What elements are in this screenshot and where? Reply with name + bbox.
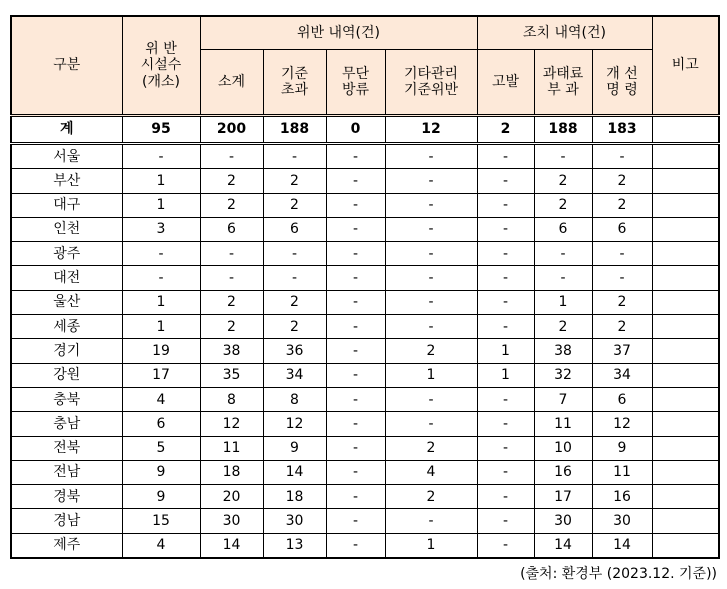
table-cell: - [263,266,326,290]
table-cell: - [534,242,592,266]
table-cell: 2 [385,485,477,509]
table-row [11,363,719,387]
table-cell: - [326,533,385,558]
subtotal-header: 소계 [200,50,263,116]
table-cell: - [326,217,385,241]
violation-table [10,15,720,559]
table-cell: - [477,169,534,193]
fine-header: 과태료 부 과 [534,50,592,116]
table-cell: 계 [11,116,122,144]
table-cell: 광주 [11,242,122,266]
table-cell: 2 [200,193,263,217]
table-row [11,436,719,460]
table-cell: - [326,460,385,484]
table-cell: 4 [122,533,200,558]
table-cell: - [200,242,263,266]
table-cell: - [534,144,592,169]
table-cell: - [326,144,385,169]
table-cell: 38 [200,339,263,363]
table-row [11,193,719,217]
table-cell: - [385,193,477,217]
table-cell: - [326,509,385,533]
table-cell: - [477,315,534,339]
table-cell [652,116,719,144]
table-cell: 6 [122,412,200,436]
table-cell [652,436,719,460]
other-violation-header: 기타관리 기준위반 [385,50,477,116]
table-cell: 35 [200,363,263,387]
table-cell: - [385,266,477,290]
table-cell: 36 [263,339,326,363]
table-row [11,339,719,363]
table-cell: 19 [122,339,200,363]
table-cell: - [477,266,534,290]
table-cell: 9 [263,436,326,460]
table-cell: 6 [534,217,592,241]
table-cell: 183 [592,116,652,144]
table-cell: 95 [122,116,200,144]
table-cell [652,193,719,217]
table-cell: 200 [200,116,263,144]
table-cell: 9 [592,436,652,460]
table-cell: - [326,290,385,314]
table-cell: - [385,217,477,241]
table-cell: - [385,169,477,193]
table-cell: - [122,242,200,266]
table-cell: 경남 [11,509,122,533]
remarks-header: 비고 [652,16,719,116]
table-row [11,387,719,411]
table-cell: 32 [534,363,592,387]
table-cell: 충북 [11,387,122,411]
table-cell: 8 [200,387,263,411]
table-cell: - [326,485,385,509]
table-cell [652,363,719,387]
table-cell: 11 [200,436,263,460]
table-cell: 34 [263,363,326,387]
table-cell [652,339,719,363]
table-cell: 12 [592,412,652,436]
action-group-header: 조치 내역(건) [477,16,652,50]
table-cell: - [477,509,534,533]
table-cell: 6 [200,217,263,241]
table-cell: 16 [534,460,592,484]
table-cell [652,315,719,339]
violation-group-header: 위반 내역(건) [200,16,477,50]
table-cell: 제주 [11,533,122,558]
table-cell: - [385,242,477,266]
accusation-header: 고발 [477,50,534,116]
table-cell: 9 [122,485,200,509]
table-cell [652,387,719,411]
table-cell: 188 [534,116,592,144]
table-row [11,144,719,169]
table-cell [652,144,719,169]
table-cell: 16 [592,485,652,509]
table-row [11,460,719,484]
table-cell: 2 [592,169,652,193]
table-cell: 4 [385,460,477,484]
table-cell: 8 [263,387,326,411]
table-cell: 1 [122,193,200,217]
table-cell: 2 [534,193,592,217]
table-cell: - [592,242,652,266]
table-cell: 전북 [11,436,122,460]
table-cell: 4 [122,387,200,411]
table-cell [652,533,719,558]
table-cell: 1 [122,290,200,314]
table-cell: - [326,339,385,363]
table-cell: 2 [592,290,652,314]
table-row [11,169,719,193]
table-cell: 인천 [11,217,122,241]
table-cell: 17 [534,485,592,509]
table-cell: - [263,144,326,169]
table-cell: 2 [385,436,477,460]
table-cell: - [477,412,534,436]
table-cell: 1 [477,339,534,363]
table-cell: - [326,436,385,460]
table-cell: 15 [122,509,200,533]
region-header: 구분 [11,16,122,116]
table-cell: 경북 [11,485,122,509]
table-row [11,315,719,339]
table-cell: 2 [477,116,534,144]
table-cell: 34 [592,363,652,387]
table-cell: 14 [263,460,326,484]
table-cell: - [326,242,385,266]
table-cell: 6 [592,387,652,411]
table-row [11,509,719,533]
table-cell: 17 [122,363,200,387]
table-cell: - [200,144,263,169]
total-row [11,116,719,144]
table-cell: 14 [534,533,592,558]
table-cell [652,169,719,193]
table-cell: 10 [534,436,592,460]
table-cell: - [326,266,385,290]
table-row [11,290,719,314]
table-cell: - [385,315,477,339]
table-cell: 9 [122,460,200,484]
table-cell: - [592,266,652,290]
table-cell: 38 [534,339,592,363]
table-row [11,412,719,436]
table-cell: 대전 [11,266,122,290]
table-cell: - [385,144,477,169]
table-cell: 세종 [11,315,122,339]
table-cell: 11 [592,460,652,484]
table-cell: 7 [534,387,592,411]
table-cell: - [326,169,385,193]
table-cell: - [385,290,477,314]
table-cell: 12 [200,412,263,436]
table-cell: - [477,460,534,484]
table-cell: 18 [200,460,263,484]
table-cell: - [477,290,534,314]
table-cell: 18 [263,485,326,509]
table-cell: 1 [477,363,534,387]
table-cell: - [534,266,592,290]
table-cell [652,485,719,509]
table-cell: 1 [385,363,477,387]
table-row [11,217,719,241]
table-cell: - [326,315,385,339]
table-cell: - [592,144,652,169]
table-cell: - [326,363,385,387]
unauthorized-discharge-header: 무단 방류 [326,50,385,116]
table-cell: 2 [592,315,652,339]
table-cell [652,217,719,241]
table-cell: 2 [263,193,326,217]
table-cell: - [326,412,385,436]
table-cell: 1 [122,315,200,339]
table-cell [652,412,719,436]
table-cell: 2 [385,339,477,363]
table-cell: - [477,436,534,460]
table-cell: - [122,144,200,169]
table-cell: 전남 [11,460,122,484]
table-cell: 30 [200,509,263,533]
table-cell: 3 [122,217,200,241]
table-cell: 5 [122,436,200,460]
table-cell: - [477,144,534,169]
table-cell: 2 [592,193,652,217]
table-cell: 12 [385,116,477,144]
table-cell: 울산 [11,290,122,314]
table-cell: 12 [263,412,326,436]
table-cell: - [477,533,534,558]
table-cell: 30 [592,509,652,533]
table-cell: - [477,387,534,411]
table-cell: 2 [534,169,592,193]
table-cell: 0 [326,116,385,144]
table-cell: - [385,387,477,411]
table-cell [652,290,719,314]
table-body [11,116,719,559]
table-row [11,485,719,509]
table-cell: - [385,509,477,533]
table-cell: - [385,412,477,436]
table-cell: - [326,387,385,411]
table-row [11,533,719,558]
table-cell: - [477,242,534,266]
table-cell [652,509,719,533]
table-cell: 1 [385,533,477,558]
table-cell: 2 [200,290,263,314]
table-cell: 2 [200,169,263,193]
table-cell: 13 [263,533,326,558]
table-cell: 30 [263,509,326,533]
source-note: (출처: 환경부 (2023.12. 기준)) [520,566,717,582]
table-cell: 부산 [11,169,122,193]
table-cell: 대구 [11,193,122,217]
table-cell: 2 [263,315,326,339]
table-cell: - [200,266,263,290]
table-cell [652,266,719,290]
table-cell: 14 [592,533,652,558]
table-cell: - [477,193,534,217]
table-cell: 6 [263,217,326,241]
table-cell: - [122,266,200,290]
table-cell: 2 [263,290,326,314]
table-header [11,16,719,116]
table-cell: 30 [534,509,592,533]
table-cell: - [477,217,534,241]
facilities-header: 위 반 시설수 (개소) [122,16,200,116]
table-cell: 2 [534,315,592,339]
table-cell: - [326,193,385,217]
table-row [11,266,719,290]
table-cell: 강원 [11,363,122,387]
table-cell: 충남 [11,412,122,436]
table-cell [652,460,719,484]
table-cell: 11 [534,412,592,436]
table-row [11,242,719,266]
table-cell: 1 [122,169,200,193]
table-cell: - [263,242,326,266]
table-cell: 서울 [11,144,122,169]
table-cell [652,242,719,266]
exceed-standard-header: 기준 초과 [263,50,326,116]
table-cell: 경기 [11,339,122,363]
table-cell: 6 [592,217,652,241]
table-cell: 37 [592,339,652,363]
table-cell: 2 [263,169,326,193]
table-cell: 2 [200,315,263,339]
table-cell: 20 [200,485,263,509]
table-cell: 188 [263,116,326,144]
improvement-order-header: 개 선 명 령 [592,50,652,116]
table-cell: 1 [534,290,592,314]
table-cell: 14 [200,533,263,558]
table-cell: - [477,485,534,509]
